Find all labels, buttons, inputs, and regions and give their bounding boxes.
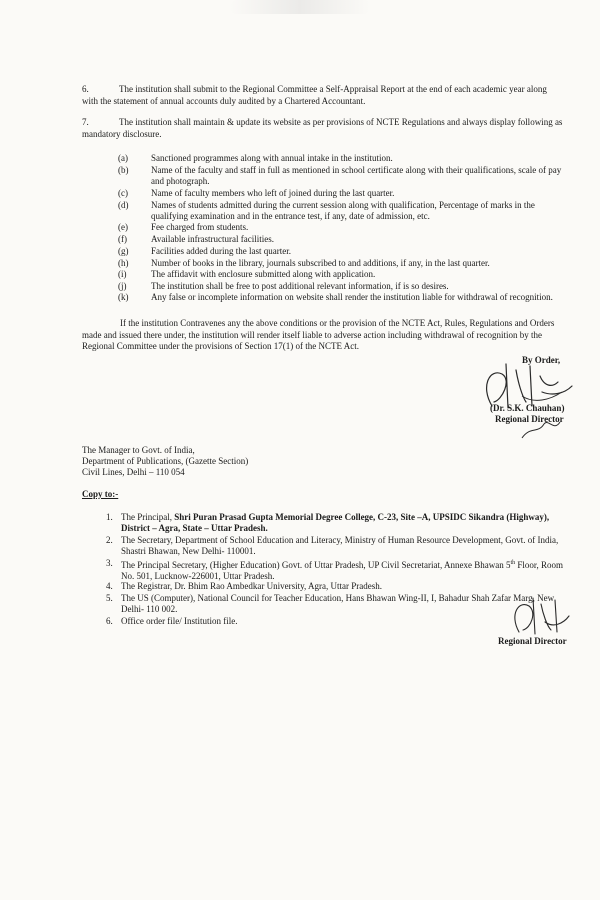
- copy-item-number: 4.: [106, 581, 113, 591]
- contravene-paragraph: If the institution Contravenes any the above conditions or the provision of the NCTE Act, Rules, Regulations and Orders made and issued there under, the institution will render itself liable to adverse action including withdrawal of recognition by the Regional Committee under the provisions of Section 17(1) of the NCTE Act.: [82, 318, 555, 351]
- copy-item-number: 6.: [106, 616, 113, 626]
- list-item-text: Any false or incomplete information on website shall render the institution liable for withdrawal of recognition.: [151, 292, 553, 302]
- college-name: Shri Puran Prasad Gupta Memorial Degree College, C-23, Site –A, UPSIDC Sikandra (Highway), District – Agra, State – Uttar Pradesh.: [121, 512, 550, 533]
- addressee-line-2: Department of Publications, (Gazette Section): [82, 456, 249, 466]
- copy-item-text: The US (Computer), National Council for Teacher Education, Hans Bhawan Wing-II, I, Bahadur Shah Zafar Marg, New Delhi- 110 002.: [121, 593, 555, 614]
- list-item-text: Fee charged from students.: [151, 222, 249, 232]
- list-item-text: Name of faculty members who left of joined during the last quarter.: [151, 188, 395, 198]
- list-item-letter: (e): [118, 222, 128, 232]
- list-item-text: Sanctioned programmes along with annual intake in the institution.: [151, 153, 393, 163]
- copy-item-number: 1.: [106, 512, 113, 522]
- list-item-text: Available infrastructural facilities.: [151, 234, 275, 244]
- list-item-letter: (g): [118, 246, 129, 256]
- list-item-letter: (h): [118, 258, 129, 268]
- copy-to-heading: Copy to:-: [82, 489, 119, 499]
- list-item-letter: (j): [118, 281, 127, 291]
- director-name: (Dr. S.K. Chauhan): [490, 403, 565, 413]
- para-6-text: The institution shall submit to the Regional Committee a Self-Appraisal Report at the end of each academic year along with the statement of annual accounts duly audited by a Chartered Accountant.: [82, 84, 547, 106]
- copy-item-text: [121, 512, 571, 534]
- copy-item-post: Floor, Room No. 501, Lucknow-226001, Uttar Pradesh.: [121, 560, 564, 581]
- para-6-number: 6.: [82, 84, 89, 94]
- copy-item-prefix: The Principal,: [121, 512, 175, 522]
- para-7-text: The institution shall maintain & update its website as per provisions of NCTE Regulations and always display following as mandatory disclosure.: [82, 117, 563, 139]
- by-order-label: By Order,: [522, 355, 561, 365]
- bottom-signature-image: [505, 592, 575, 642]
- faded-header-mark: [230, 0, 370, 14]
- copy-item-pre: The Principal Secretary, (Higher Education) Govt. of Uttar Pradesh, UP Civil Secretariat, Annexe Bhawan 5: [121, 560, 511, 570]
- list-item-letter: (b): [118, 165, 129, 175]
- list-item-letter: (k): [118, 292, 129, 302]
- list-item-letter: (c): [118, 188, 128, 198]
- addressee-line-1: The Manager to Govt. of India,: [82, 445, 195, 455]
- footer-director-title: Regional Director: [498, 636, 567, 646]
- copy-item-text: Office order file/ Institution file.: [121, 616, 238, 626]
- copy-item-sup: th: [510, 560, 516, 566]
- list-item-text: Name of the faculty and staff in full as mentioned in school certificate along with their qualifications, scale of pay and photograph.: [151, 165, 562, 186]
- list-item-text: The affidavit with enclosure submitted along with application.: [151, 269, 376, 279]
- copy-item-number: 5.: [106, 593, 113, 603]
- copy-item-number: 2.: [106, 535, 113, 545]
- list-item-text: The institution shall be free to post additional relevant information, if is so desires.: [151, 281, 449, 291]
- director-title: Regional Director: [495, 414, 564, 424]
- initials-scribble: [516, 408, 566, 448]
- list-item-letter: (f): [118, 234, 127, 244]
- copy-item-text: The Registrar, Dr. Bhim Rao Ambedkar University, Agra, Uttar Pradesh.: [121, 581, 383, 591]
- list-item-text: Names of students admitted during the current session along with qualification, Percentage of marks in the qualifying examination and in the entrance test, if any, date of admission, etc.: [151, 200, 535, 221]
- list-item-letter: (i): [118, 269, 127, 279]
- copy-item-text: [121, 558, 571, 582]
- addressee-line-3: Civil Lines, Delhi – 110 054: [82, 467, 185, 477]
- list-item-text: Facilities added during the last quarter.: [151, 246, 291, 256]
- list-item-letter: (d): [118, 200, 129, 210]
- list-item-text: Number of books in the library, journals subscribed to and additions, if any, in the last quarter.: [151, 258, 490, 268]
- copy-item-text: The Secretary, Department of School Education and Literacy, Ministry of Human Resource Development, Govt. of India, Shastri Bhawan, New Delhi- 110001.: [121, 535, 559, 556]
- copy-item-number: 3.: [106, 558, 113, 568]
- list-item-letter: (a): [118, 153, 128, 163]
- para-7-number: 7.: [82, 117, 89, 127]
